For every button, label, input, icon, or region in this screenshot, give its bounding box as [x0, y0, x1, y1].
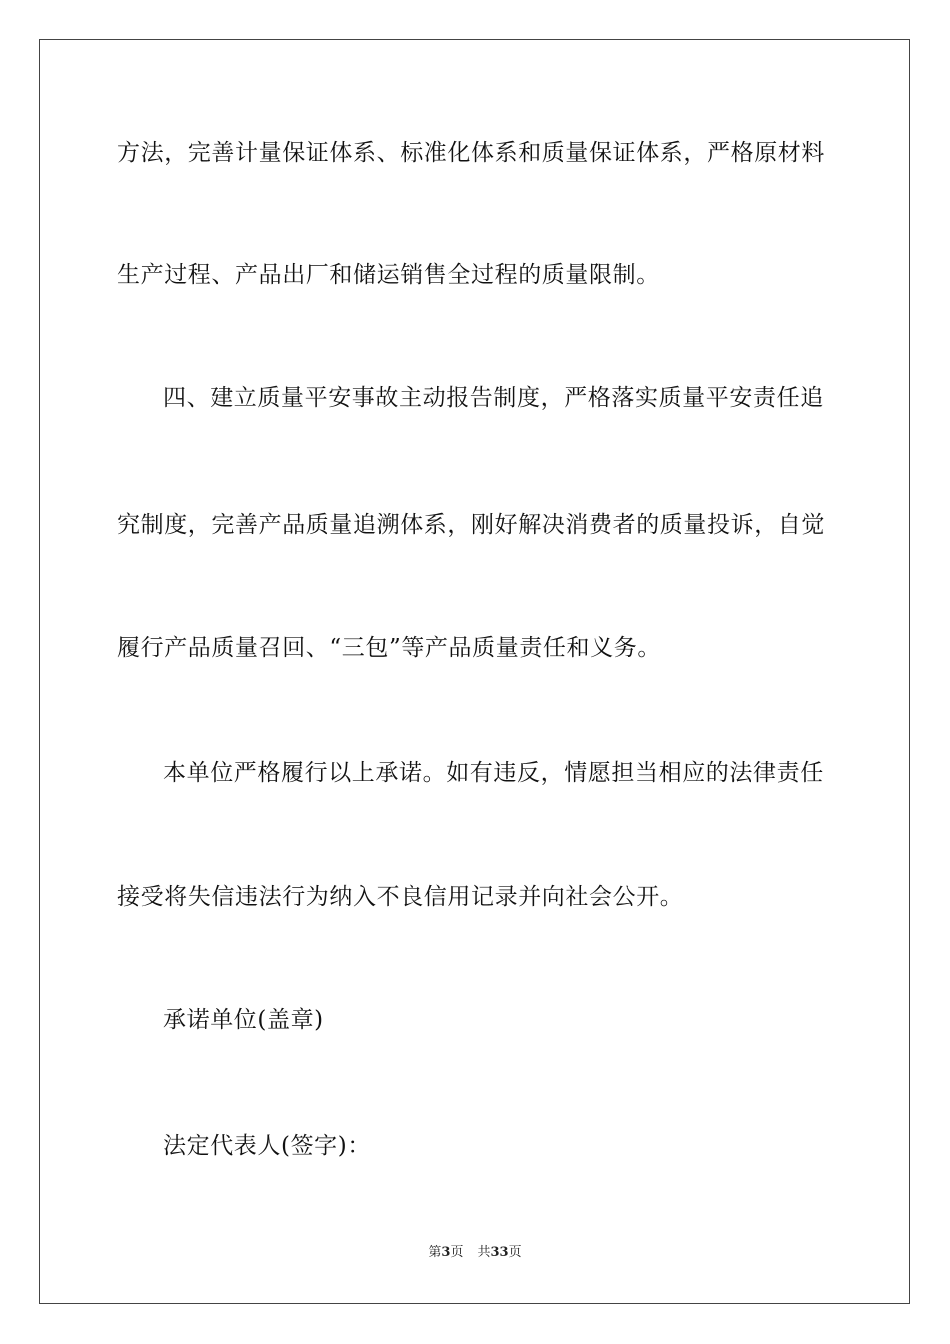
- body-line: 方法，完善计量保证体系、标准化体系和质量保证体系，严格原材料: [117, 140, 825, 166]
- total-pages: 33: [490, 1245, 509, 1260]
- page-border: [39, 39, 910, 1304]
- body-line: 履行产品质量召回、“三包”等产品质量责任和义务。: [117, 635, 661, 661]
- body-line: 生产过程、产品出厂和储运销售全过程的质量限制。: [117, 262, 660, 288]
- body-line: 接受将失信违法行为纳入不良信用记录并向社会公开。: [117, 884, 684, 910]
- body-line: 究制度，完善产品质量追溯体系，刚好解决消费者的质量投诉，自觉: [117, 512, 825, 538]
- total-prefix: 共: [477, 1245, 491, 1260]
- page-suffix: 页: [450, 1245, 464, 1260]
- page-footer: [0, 1244, 950, 1262]
- page-number: 3: [441, 1245, 451, 1260]
- paragraph-first-line: 四、建立质量平安事故主动报告制度，严格落实质量平安责任追: [163, 385, 824, 411]
- paragraph-first-line: 本单位严格履行以上承诺。如有违反，情愿担当相应的法律责任: [163, 760, 824, 786]
- page-prefix: 第: [428, 1245, 442, 1260]
- signature-unit-line: 承诺单位(盖章): [163, 1007, 324, 1033]
- total-suffix: 页: [508, 1245, 522, 1260]
- legal-representative-line: 法定代表人(签字)：: [163, 1133, 371, 1159]
